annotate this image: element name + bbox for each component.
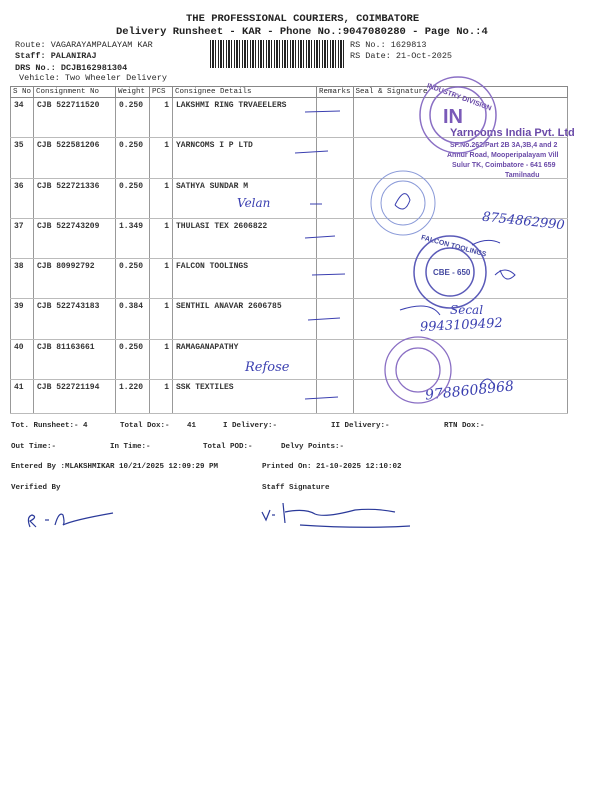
drs-number: DRS No.: DCJB162981304 [15,63,128,73]
yarncoms-stamp-addr1: SF.No.262/Part 2B 3A,3B,4 and 2 [450,142,558,149]
cell-consignment-no: CJB 522721194 [34,380,116,414]
falcon-stamp-text: FALCON TOOLINGS [420,234,487,259]
cell-consignee-details: SATHYA SUNDAR M [173,178,317,218]
verified-by-signature [28,513,113,527]
cell-s-no: 39 [11,299,34,339]
cbe-stamp-text: CBE - 650 [433,268,471,277]
cell-consignee-details: THULASI TEX 2606822 [173,218,317,258]
in-time: In Time:- [110,443,151,451]
falcon-seal [414,236,486,308]
total-pod: Total POD:- [203,443,253,451]
rs-number: RS No.: 1629813 [350,40,427,50]
in-logo-icon: IN [443,106,463,128]
yarncoms-stamp-addr2: Annur Road, Mooperipalayam Vill [447,152,559,159]
cell-weight: 0.250 [116,339,150,379]
delvy-points: Delvy Points:- [281,443,345,451]
staff-signature [262,503,410,527]
rtn-dox: RTN Dox:- [444,422,485,430]
cell-weight: 0.250 [116,138,150,178]
cell-consignment-no: CJB 522581206 [34,138,116,178]
cell-weight: 0.250 [116,178,150,218]
vehicle: Vehicle: Two Wheeler Delivery [19,73,167,83]
cell-consignee-details: SSK TEXTILES [173,380,317,414]
printed-on: Printed On: 21-10-2025 12:10:02 [262,463,402,471]
cell-consignment-no: CJB 522743209 [34,218,116,258]
cell-pcs: 1 [150,98,173,138]
entered-by: Entered By :MLAKSHMIKAR 10/21/2025 12:09:29 PM [11,463,219,471]
round-seal-41 [385,337,451,403]
round-seal-36 [371,171,435,235]
cell-consignment-no: CJB 522711520 [34,98,116,138]
yarncoms-stamp-addr4: Tamilnadu [505,172,540,179]
total-dox-label: Total Dox:- [120,422,170,430]
cell-pcs: 1 [150,218,173,258]
route: Route: VAGARAYAMPALAYAM KAR [15,40,153,50]
out-time: Out Time:- [11,443,57,451]
ii-delivery: II Delivery:- [331,422,390,430]
cell-pcs: 1 [150,178,173,218]
yarncoms-stamp-name: Yarncoms India Pvt. Ltd [450,127,575,139]
handwritten-number-3: 9788608968 [424,378,515,404]
cell-s-no: 37 [11,218,34,258]
col-pcs: PCS [150,87,173,98]
cell-s-no: 38 [11,259,34,299]
total-dox-value: 41 [187,422,197,430]
cell-consignee-details: LAKSHMI RING TRVAEELERS [173,98,317,138]
cell-consignee-details: SENTHIL ANAVAR 2606785 [173,299,317,339]
handwritten-number-2: 9943109492 [419,315,504,336]
cell-consignee-details: FALCON TOOLINGS [173,259,317,299]
cell-pcs: 1 [150,138,173,178]
col-sno: S No [11,87,34,98]
verified-by: Verified By [11,484,61,492]
handwritten-number-1: 8754862990 [481,209,566,234]
cell-pcs: 1 [150,299,173,339]
cell-pcs: 1 [150,339,173,379]
cell-weight: 1.349 [116,218,150,258]
yarncoms-stamp-addr3: Sulur TK, Coimbatore - 641 659 [452,162,556,169]
staff: Staff: PALANIRAJ [15,51,97,61]
cell-consignee-details: RAMAGANAPATHY [173,339,317,379]
tot-runsheet: Tot. Runsheet:- 4 [11,422,88,430]
cell-s-no: 35 [11,138,34,178]
cell-s-no: 36 [11,178,34,218]
cell-s-no: 40 [11,339,34,379]
col-consignee: Consignee Details [173,87,317,98]
cell-weight: 1.220 [116,380,150,414]
cell-s-no: 34 [11,98,34,138]
rs-date: RS Date: 21-Oct-2025 [350,51,453,61]
runsheet-subtitle: Delivery Runsheet - KAR - Phone No.:9047080280 - Page No.:4 [116,26,488,38]
handwritten-refose: Refose [245,360,290,375]
cell-consignment-no: CJB 81163661 [34,339,116,379]
cell-weight: 0.250 [116,98,150,138]
staff-signature-label: Staff Signature [262,484,330,492]
col-remarks: Remarks [317,87,354,98]
cell-s-no: 41 [11,380,34,414]
col-seal: Seal & Signature [353,87,567,98]
cell-consignment-no: CJB 522743183 [34,299,116,339]
cell-consignment-no: CJB 80992792 [34,259,116,299]
handwritten-velan: Velan [237,196,271,210]
cell-weight: 0.384 [116,299,150,339]
col-weight: Weight [116,87,150,98]
cell-consignment-no: CJB 522721336 [34,178,116,218]
cell-weight: 0.250 [116,259,150,299]
company-name: THE PROFESSIONAL COURIERS, COIMBATORE [186,13,420,25]
division-stamp-text: INDUSTRY DIVISION [425,82,493,113]
i-delivery: I Delivery:- [223,422,278,430]
cell-pcs: 1 [150,259,173,299]
cell-pcs: 1 [150,380,173,414]
cell-consignee-details: YARNCOMS I P LTD [173,138,317,178]
handwritten-secal: Secal [450,303,484,317]
col-consignment: Consignment No [34,87,116,98]
